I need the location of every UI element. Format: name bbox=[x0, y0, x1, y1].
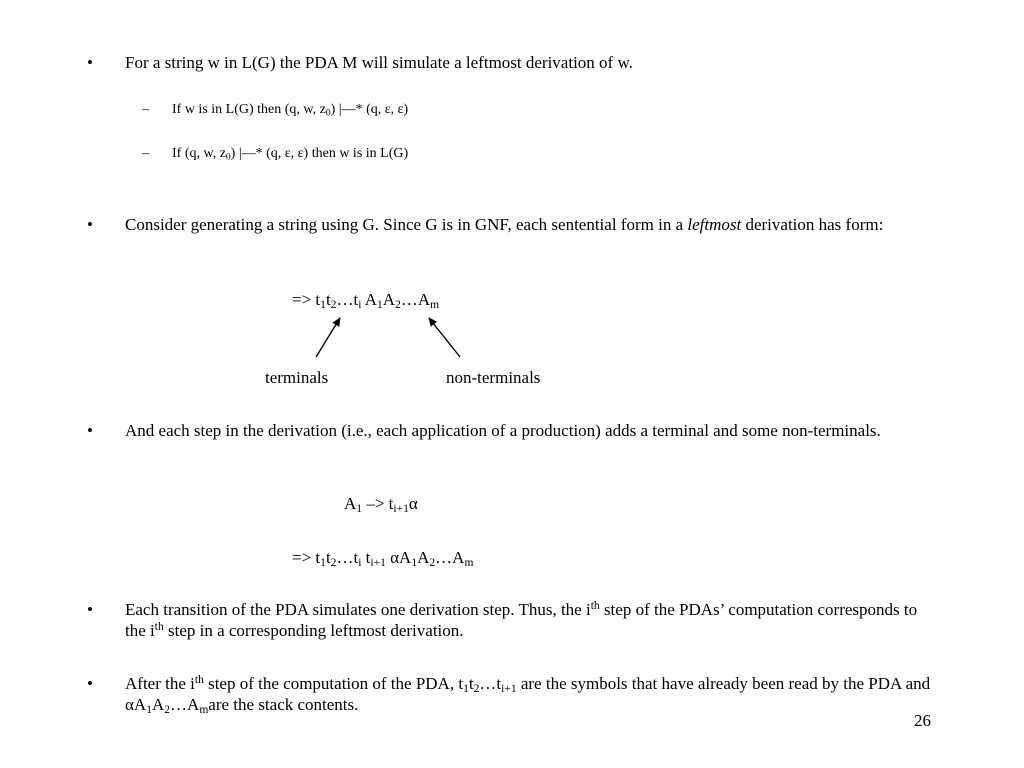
sub-bullet-text: If (q, w, $z_0$) |—* (q, ε, ε) then w is in L(G) bbox=[172, 146, 409, 163]
nonterminals-arrow-icon bbox=[429, 318, 460, 357]
bullet-text: For a string w in L(G) the PDA M will simulate a leftmost derivation of w. bbox=[125, 53, 633, 72]
sentential-form: => $t_1t_2\dots t_i$ $A_1A_2\dots A_m$ bbox=[292, 290, 440, 311]
bullet-icon: • bbox=[87, 600, 93, 619]
bullet-icon: • bbox=[87, 674, 93, 693]
bullet-text: Each transition of the PDA simulates one derivation step. Thus, the $i^{th}$ step of the PDAs’ computation corresponds to the $i^{th}$ step in a corresponding leftmost derivation. bbox=[125, 599, 918, 640]
bullet-text: After the $i^{th}$ step of the computation of the PDA, $t_1t_2\dots t_{i+1}$ are the symbols that have already been read by the PDA and $\alpha A_1A_2\dots A_mare$ the stack contents. bbox=[125, 673, 931, 716]
sentential-form-next: => $t_1t_2\dots t_i$ $t_{i+1}$ $\alpha A_1A_2\dots A_m$ bbox=[292, 548, 474, 569]
bullet-icon: • bbox=[87, 53, 93, 72]
dash-icon: – bbox=[142, 102, 149, 117]
bullet-text: And each step in the derivation (i.e., each application of a production) adds a terminal and some non-terminals. bbox=[125, 421, 881, 440]
dash-icon: – bbox=[142, 146, 149, 161]
production-rule: $A_1 -> t_{i+1}\alpha$ bbox=[344, 494, 418, 515]
terminals-label: terminals bbox=[265, 368, 329, 387]
terminals-arrow-icon bbox=[316, 318, 340, 357]
bullet-icon: • bbox=[87, 215, 93, 234]
nonterminals-label: non-terminals bbox=[446, 368, 541, 387]
bullet-icon: • bbox=[87, 421, 93, 440]
sub-bullet-text: If w is in L(G) then (q, w, $z_0$) |—* (q, ε, ε) bbox=[172, 102, 409, 119]
bullet-text: Consider generating a string using G. Since G is in GNF, each sentential form in a leftmost derivation has form: bbox=[125, 215, 884, 234]
page-number: 26 bbox=[914, 711, 931, 730]
